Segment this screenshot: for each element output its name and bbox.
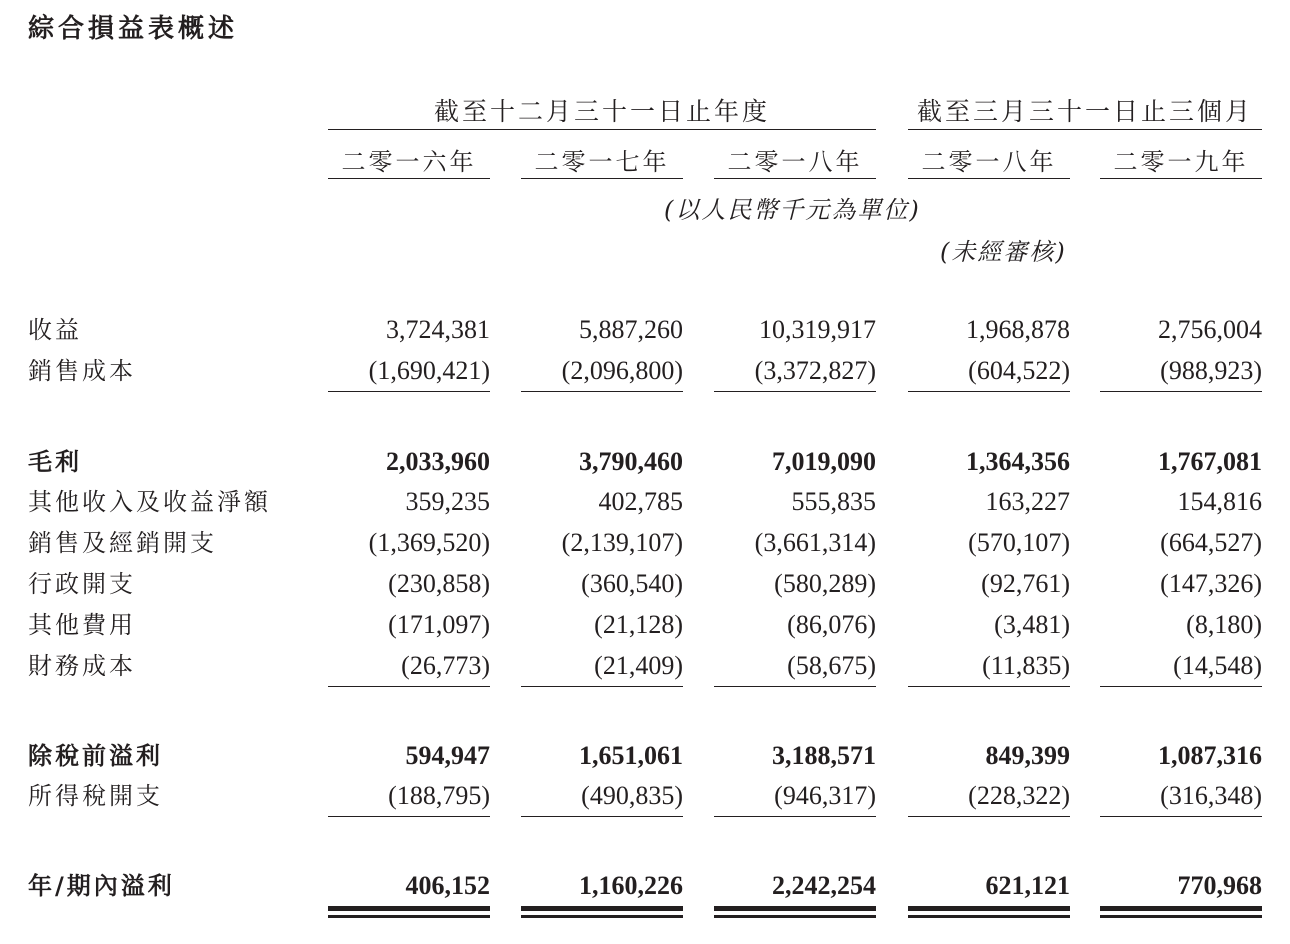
year-underline-5 [1100,178,1262,179]
cell-revenue-col3: 10,319,917 [759,315,876,344]
cell-cost-of-sales-col1: (1,690,421) [368,356,490,385]
cell-admin-expenses-col5: (147,326) [1160,569,1262,598]
cell-other-income-col5: 154,816 [1177,487,1262,516]
cell-income-tax-col2: (490,835) [581,781,683,810]
page-title: 綜合損益表概述 [28,14,239,44]
cell-profit-before-tax-col5: 1,087,316 [1158,741,1262,770]
year-header-3: 二零一八年 [727,148,863,176]
cell-profit-for-period-col4: 621,121 [985,871,1070,900]
subtotal-rule [1100,816,1262,817]
row-label-profit-for-period: 年/期內溢利 [28,872,175,900]
row-label-selling-expenses: 銷售及經銷開支 [28,529,217,557]
cell-finance-costs-col2: (21,409) [594,651,683,680]
subtotal-rule [714,391,876,392]
cell-profit-for-period-col1: 406,152 [405,871,490,900]
cell-revenue-col1: 3,724,381 [386,315,490,344]
year-header-5: 二零一九年 [1113,148,1249,176]
cell-other-income-col3: 555,835 [791,487,876,516]
subtotal-rule [908,816,1070,817]
cell-profit-before-tax-col1: 594,947 [405,741,490,770]
row-label-cost-of-sales: 銷售成本 [28,357,136,385]
year-header-1: 二零一六年 [341,148,477,176]
row-label-admin-expenses: 行政開支 [28,570,136,598]
total-double-rule [1100,915,1262,918]
cell-gross-profit-col5: 1,767,081 [1158,447,1262,476]
subtotal-rule [328,391,490,392]
total-double-rule [328,915,490,918]
subtotal-rule [1100,391,1262,392]
total-double-rule [521,906,683,911]
row-label-income-tax: 所得稅開支 [28,782,163,810]
row-label-profit-before-tax: 除稅前溢利 [28,742,163,770]
total-double-rule [908,915,1070,918]
cell-other-income-col2: 402,785 [598,487,683,516]
cell-profit-for-period-col3: 2,242,254 [772,871,876,900]
cell-cost-of-sales-col3: (3,372,827) [754,356,876,385]
cell-finance-costs-col5: (14,548) [1173,651,1262,680]
unaudited-note: (未經審核) [940,238,1067,266]
total-double-rule [908,906,1070,911]
cell-revenue-col2: 5,887,260 [579,315,683,344]
subtotal-rule [521,686,683,687]
total-double-rule [714,906,876,911]
cell-other-expenses-col3: (86,076) [787,610,876,639]
cell-other-expenses-col5: (8,180) [1186,610,1262,639]
cell-other-expenses-col2: (21,128) [594,610,683,639]
cell-gross-profit-col3: 7,019,090 [772,447,876,476]
year-underline-2 [521,178,683,179]
cell-gross-profit-col4: 1,364,356 [966,447,1070,476]
cell-other-income-col4: 163,227 [985,487,1070,516]
total-double-rule [1100,906,1262,911]
cell-admin-expenses-col1: (230,858) [388,569,490,598]
year-header-2: 二零一七年 [534,148,670,176]
row-label-other-expenses: 其他費用 [28,611,136,639]
year-underline-4 [908,178,1070,179]
row-label-revenue: 收益 [28,316,82,344]
cell-revenue-col4: 1,968,878 [966,315,1070,344]
cell-income-tax-col1: (188,795) [388,781,490,810]
subtotal-rule [521,391,683,392]
column-group-annual: 截至十二月三十一日止年度 [433,97,770,126]
subtotal-rule [328,686,490,687]
subtotal-rule [328,816,490,817]
cell-profit-before-tax-col4: 849,399 [985,741,1070,770]
total-double-rule [328,906,490,911]
subtotal-rule [521,816,683,817]
cell-profit-before-tax-col2: 1,651,061 [579,741,683,770]
cell-other-expenses-col4: (3,481) [994,610,1070,639]
cell-finance-costs-col4: (11,835) [982,651,1070,680]
cell-other-income-col1: 359,235 [405,487,490,516]
group-underline-annual [328,129,876,130]
cell-selling-expenses-col1: (1,369,520) [368,528,490,557]
cell-gross-profit-col1: 2,033,960 [386,447,490,476]
cell-income-tax-col5: (316,348) [1160,781,1262,810]
group-underline-quarterly [908,129,1262,130]
subtotal-rule [908,686,1070,687]
cell-selling-expenses-col3: (3,661,314) [754,528,876,557]
cell-cost-of-sales-col4: (604,522) [968,356,1070,385]
cell-cost-of-sales-col5: (988,923) [1160,356,1262,385]
cell-finance-costs-col1: (26,773) [401,651,490,680]
cell-admin-expenses-col2: (360,540) [581,569,683,598]
year-underline-1 [328,178,490,179]
subtotal-rule [714,686,876,687]
subtotal-rule [908,391,1070,392]
cell-selling-expenses-col5: (664,527) [1160,528,1262,557]
cell-income-tax-col3: (946,317) [774,781,876,810]
total-double-rule [714,915,876,918]
cell-gross-profit-col2: 3,790,460 [579,447,683,476]
year-underline-3 [714,178,876,179]
cell-income-tax-col4: (228,322) [968,781,1070,810]
row-label-other-income: 其他收入及收益淨額 [28,488,271,516]
row-label-finance-costs: 財務成本 [28,652,136,680]
cell-admin-expenses-col4: (92,761) [981,569,1070,598]
year-header-4: 二零一八年 [921,148,1057,176]
row-label-gross-profit: 毛利 [28,448,82,476]
cell-revenue-col5: 2,756,004 [1158,315,1262,344]
cell-selling-expenses-col2: (2,139,107) [561,528,683,557]
unit-note: (以人民幣千元為單位) [664,196,921,224]
cell-finance-costs-col3: (58,675) [787,651,876,680]
cell-profit-for-period-col5: 770,968 [1177,871,1262,900]
total-double-rule [521,915,683,918]
cell-cost-of-sales-col2: (2,096,800) [561,356,683,385]
cell-other-expenses-col1: (171,097) [388,610,490,639]
cell-profit-for-period-col2: 1,160,226 [579,871,683,900]
cell-selling-expenses-col4: (570,107) [968,528,1070,557]
cell-admin-expenses-col3: (580,289) [774,569,876,598]
subtotal-rule [714,816,876,817]
column-group-quarterly: 截至三月三十一日止三個月 [916,97,1253,126]
subtotal-rule [1100,686,1262,687]
cell-profit-before-tax-col3: 3,188,571 [772,741,876,770]
